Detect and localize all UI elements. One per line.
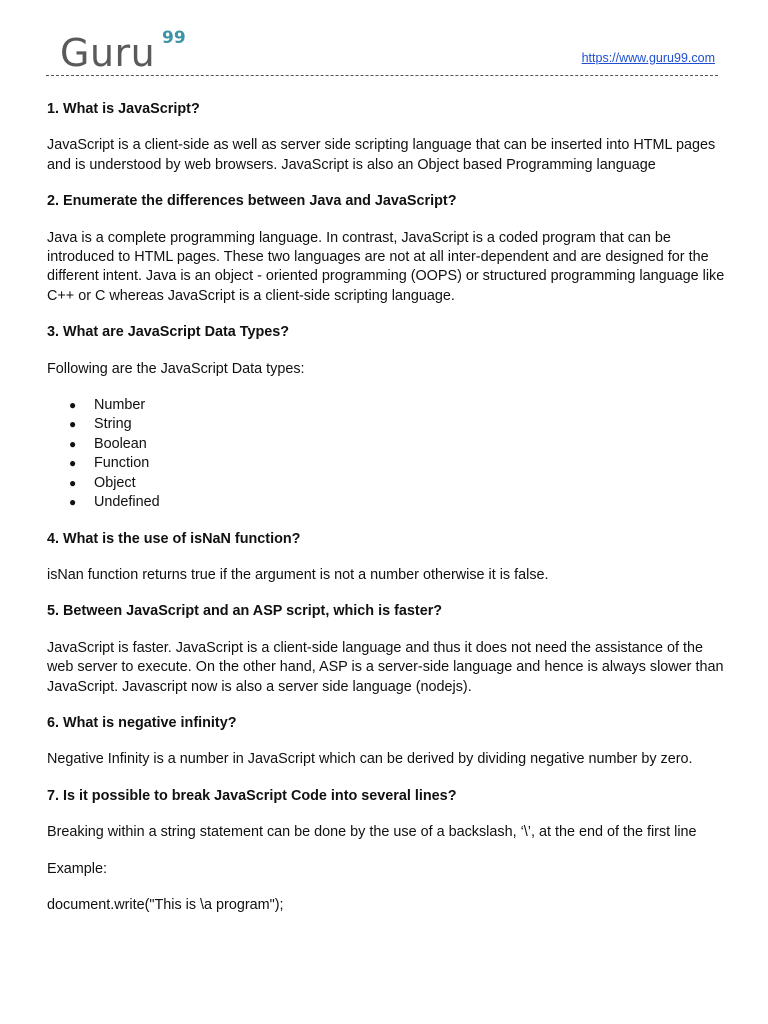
- document-body: [47, 100, 727, 932]
- header-divider: [46, 75, 718, 76]
- bullet-icon: ●: [69, 456, 77, 471]
- list-item: [47, 454, 727, 473]
- answer-paragraph: JavaScript is faster. JavaScript is a client-side language and thus it does not need the assistance of the web server to execute. On the other hand, ASP is a server-side language and hence is always slower than JavaScript. Javascript now is also a server side language (nodejs).: [47, 639, 724, 695]
- bullet-icon: ●: [69, 436, 77, 451]
- list-item: [47, 415, 727, 434]
- logo-number: 99: [162, 28, 186, 48]
- list-item: [47, 493, 727, 512]
- question-heading: 6. What is negative infinity?: [47, 714, 237, 731]
- list-item-text: Function: [94, 455, 150, 472]
- question-heading: 1. What is JavaScript?: [47, 101, 200, 117]
- site-url-link[interactable]: https://www.guru99.com: [581, 51, 715, 65]
- question-heading: 4. What is the use of isNaN function?: [47, 530, 301, 547]
- bullet-icon: ●: [69, 475, 77, 490]
- logo-wordmark: Guru: [60, 31, 156, 75]
- list-item-text: Boolean: [94, 435, 147, 452]
- data-types-list: [47, 396, 727, 512]
- list-item: [47, 435, 727, 454]
- answer-paragraph: JavaScript is a client-side as well as server side scripting language that can be inserted into HTML pages and is understood by web browsers. JavaScript is also an Object based Programming language: [47, 137, 716, 173]
- bullet-icon: ●: [69, 495, 77, 510]
- code-example: document.write("This is \a program");: [47, 896, 284, 913]
- list-item-text: Object: [94, 474, 136, 491]
- answer-paragraph: Following are the JavaScript Data types:: [47, 360, 305, 377]
- answer-paragraph: Java is a complete programming language. In contrast, JavaScript is a coded program that can be introduced to HTML pages. These two languages are not at all inter-dependent and are designed for the different intent. Java is an object - oriented programming (OOPS) or structured programming language like C++ or C whereas JavaScript is a client-side scripting language.: [47, 229, 725, 304]
- list-item-text: Undefined: [94, 494, 160, 511]
- page-header: [46, 24, 718, 80]
- question-heading: 2. Enumerate the differences between Java and JavaScript?: [47, 193, 457, 210]
- bullet-icon: ●: [69, 417, 77, 432]
- question-heading: 7. Is it possible to break JavaScript Code into several lines?: [47, 787, 457, 804]
- question-heading: 5. Between JavaScript and an ASP script, which is faster?: [47, 603, 443, 620]
- answer-paragraph: Negative Infinity is a number in JavaScript which can be derived by dividing negative number by zero.: [47, 751, 693, 768]
- answer-paragraph: isNan function returns true if the argument is not a number otherwise it is false.: [47, 566, 549, 583]
- example-label: Example:: [47, 860, 107, 877]
- bullet-icon: ●: [69, 398, 77, 413]
- list-item-text: Number: [94, 397, 146, 414]
- answer-paragraph: Breaking within a string statement can be done by the use of a backslash, ‘\’, at the end of the first line: [47, 824, 697, 841]
- list-item: [47, 474, 727, 493]
- question-heading: 3. What are JavaScript Data Types?: [47, 324, 290, 341]
- list-item: [47, 396, 727, 415]
- list-item-text: String: [94, 416, 132, 433]
- guru99-logo: [60, 28, 190, 78]
